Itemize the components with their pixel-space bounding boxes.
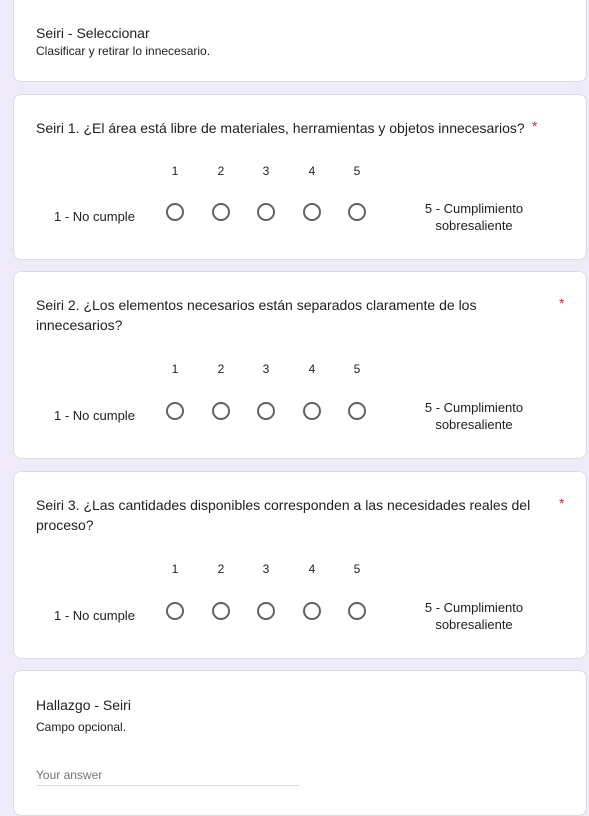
required-asterisk: * <box>559 495 565 511</box>
scale-number-5: 5 <box>353 362 361 376</box>
scale-number-1: 1 <box>171 362 179 376</box>
radio-option-5[interactable] <box>348 602 366 620</box>
radio-option-1[interactable] <box>166 602 184 620</box>
scale-number-2: 2 <box>217 362 225 376</box>
scale-number-4: 4 <box>308 164 316 178</box>
scale-number-2: 2 <box>217 562 225 576</box>
scale-high-label <box>414 399 534 433</box>
scale-high-label-line2: sobresaliente <box>435 218 513 233</box>
radio-option-4[interactable] <box>303 203 321 221</box>
section-title: Seiri - Seleccionar <box>36 25 150 41</box>
scale-number-1: 1 <box>171 562 179 576</box>
required-asterisk: * <box>559 295 565 311</box>
scale-high-label-line2: sobresaliente <box>435 417 513 432</box>
radio-option-2[interactable] <box>212 402 230 420</box>
scale-number-1: 1 <box>171 164 179 178</box>
question-card-seiri-2 <box>13 271 587 459</box>
scale-number-3: 3 <box>262 362 270 376</box>
scale-low-label: 1 - No cumple <box>54 608 135 623</box>
scale-number-5: 5 <box>353 164 361 178</box>
question-card-seiri-3 <box>13 471 587 659</box>
scale-number-3: 3 <box>262 562 270 576</box>
radio-option-5[interactable] <box>348 402 366 420</box>
scale-low-label: 1 - No cumple <box>54 209 135 224</box>
radio-option-1[interactable] <box>166 402 184 420</box>
radio-option-5[interactable] <box>348 203 366 221</box>
question-card-seiri-1 <box>13 94 587 260</box>
question-title: Seiri 3. ¿Las cantidades disponibles corresponden a las necesidades reales del proceso? <box>36 497 531 533</box>
radio-option-2[interactable] <box>212 203 230 221</box>
section-description: Clasificar y retirar lo innecesario. <box>36 44 211 58</box>
scale-number-4: 4 <box>308 362 316 376</box>
hallazgo-title: Hallazgo - Seiri <box>36 697 131 713</box>
scale-high-label <box>414 200 534 234</box>
scale-number-2: 2 <box>217 164 225 178</box>
hallazgo-card <box>13 670 587 816</box>
radio-option-2[interactable] <box>212 602 230 620</box>
question-title: Seiri 1. ¿El área está libre de materiales, herramientas y objetos innecesarios? <box>36 120 525 136</box>
scale-high-label <box>414 599 534 633</box>
radio-option-4[interactable] <box>303 402 321 420</box>
scale-number-5: 5 <box>353 562 361 576</box>
required-asterisk: * <box>532 118 538 134</box>
scale-low-label: 1 - No cumple <box>54 408 135 423</box>
scale-high-label-line1: 5 - Cumplimiento <box>424 201 524 216</box>
scale-number-4: 4 <box>308 562 316 576</box>
radio-option-3[interactable] <box>257 602 275 620</box>
scale-number-3: 3 <box>262 164 270 178</box>
section-header-card <box>13 0 587 82</box>
radio-option-3[interactable] <box>257 402 275 420</box>
scale-high-label-line1: 5 - Cumplimiento <box>424 400 524 415</box>
scale-high-label-line2: sobresaliente <box>435 617 513 632</box>
question-title: Seiri 2. ¿Los elementos necesarios están separados claramente de los innecesarios? <box>36 297 477 333</box>
radio-option-1[interactable] <box>166 203 184 221</box>
scale-high-label-line1: 5 - Cumplimiento <box>424 600 524 615</box>
hallazgo-description: Campo opcional. <box>36 720 127 734</box>
radio-option-4[interactable] <box>303 602 321 620</box>
radio-option-3[interactable] <box>257 203 275 221</box>
answer-input[interactable] <box>36 764 300 786</box>
